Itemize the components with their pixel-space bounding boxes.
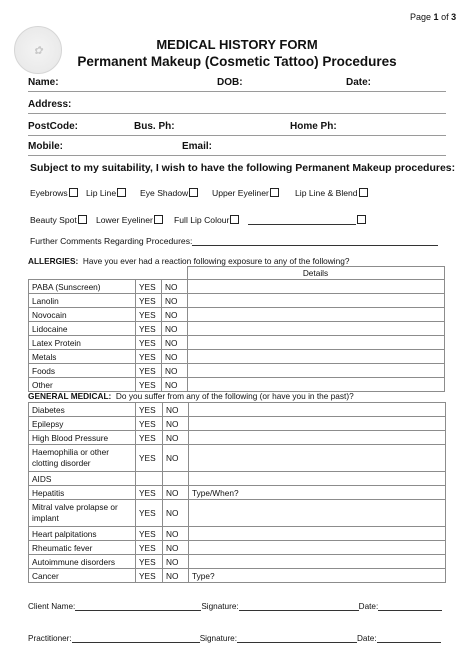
details-header: Details [187, 267, 444, 280]
general-medical-heading: GENERAL MEDICAL: [28, 391, 112, 401]
dob-label: DOB: [217, 77, 243, 88]
table-row: Epilepsy YES NO [29, 417, 446, 431]
no-option[interactable]: NO [162, 336, 188, 350]
yes-option[interactable]: YES [136, 403, 163, 417]
name-label: Name: [28, 77, 59, 88]
yes-option[interactable]: YES [136, 308, 162, 322]
no-option[interactable]: NO [162, 280, 188, 294]
signature-label: Signature: [201, 602, 239, 611]
procedure-lower-eyeliner[interactable]: Lower Eyeliner [96, 215, 163, 225]
comments-row[interactable] [30, 236, 438, 246]
procedure-upper-eyeliner[interactable]: Upper Eyeliner [212, 188, 279, 198]
table-row: Hepatitis YES NO Type/When? [29, 486, 446, 500]
home-phone-label: Home Ph: [290, 121, 337, 132]
date-label: Date: [357, 634, 377, 643]
table-row: Rheumatic fever YES NO [29, 541, 446, 555]
yes-option[interactable]: YES [136, 378, 162, 392]
yes-option[interactable]: YES [136, 541, 163, 555]
general-medical-question: Do you suffer from any of the following (or have you in the past)? [115, 391, 354, 401]
practitioner-name-line[interactable] [72, 633, 200, 643]
no-option[interactable]: NO [163, 527, 189, 541]
no-option[interactable]: NO [162, 308, 188, 322]
yes-option[interactable]: YES [136, 486, 163, 500]
no-option[interactable]: NO [162, 364, 188, 378]
no-option[interactable]: NO [163, 500, 189, 527]
postcode-label: PostCode: [28, 121, 78, 132]
checkbox[interactable] [189, 188, 198, 197]
yes-option[interactable]: YES [136, 322, 162, 336]
no-option[interactable] [163, 472, 189, 486]
procedure-eye-shadow[interactable]: Eye Shadow [140, 188, 198, 198]
yes-option[interactable]: YES [136, 431, 163, 445]
email-label: Email: [182, 141, 213, 152]
no-option[interactable]: NO [162, 322, 188, 336]
general-medical-table [28, 402, 446, 583]
details-cell[interactable] [189, 431, 446, 445]
name-row[interactable] [28, 71, 446, 92]
table-row: Foods YES NO [29, 364, 445, 378]
allergies-question: Have you ever had a reaction following exposure to any of the following? [82, 256, 350, 266]
table-row: Other YES NO [29, 378, 445, 392]
general-medical-heading-row [28, 391, 354, 401]
table-row: Lanolin YES NO [29, 294, 445, 308]
no-option[interactable]: NO [162, 378, 188, 392]
details-cell[interactable] [187, 322, 444, 336]
no-option[interactable]: NO [163, 431, 189, 445]
table-header-row [29, 267, 445, 280]
studio-logo: ✿ [14, 26, 62, 74]
practitioner-label: Practitioner: [28, 634, 72, 643]
other-procedure-line[interactable] [248, 215, 356, 225]
details-cell[interactable] [189, 541, 446, 555]
details-cell[interactable] [189, 555, 446, 569]
yes-option[interactable]: YES [136, 336, 162, 350]
details-cell[interactable] [189, 472, 446, 486]
address-row[interactable] [28, 93, 446, 114]
yes-option[interactable]: YES [136, 527, 163, 541]
checkbox[interactable] [359, 188, 368, 197]
yes-option[interactable]: YES [136, 364, 162, 378]
client-name-label: Client Name: [28, 602, 76, 611]
date-label: Date: [358, 602, 379, 611]
procedure-beauty-spot[interactable]: Beauty Spot [30, 215, 87, 225]
procedure-full-lip-colour[interactable]: Full Lip Colour [174, 215, 239, 225]
details-cell[interactable] [189, 417, 446, 431]
checkbox[interactable] [69, 188, 78, 197]
table-row: Latex Protein YES NO [29, 336, 445, 350]
comments-label: Further Comments Regarding Procedures: [30, 236, 193, 246]
allergies-heading-row [28, 256, 349, 266]
no-option[interactable]: NO [163, 555, 189, 569]
details-cell[interactable] [189, 445, 446, 472]
yes-option[interactable]: YES [136, 417, 163, 431]
client-signature-line[interactable] [239, 601, 359, 611]
details-cell[interactable]: Type? [189, 569, 446, 583]
details-cell[interactable] [187, 350, 444, 364]
no-option[interactable]: NO [163, 486, 189, 500]
allergies-heading: ALLERGIES: [28, 256, 79, 266]
practitioner-signature-row[interactable] [28, 633, 441, 643]
postcode-row[interactable] [28, 115, 446, 136]
yes-option[interactable]: YES [136, 445, 163, 472]
client-date-line[interactable] [378, 601, 442, 611]
checkbox[interactable] [357, 215, 366, 224]
client-signature-row[interactable] [28, 601, 442, 611]
table-row: Heart palpitations YES NO [29, 527, 446, 541]
form-subtitle: Permanent Makeup (Cosmetic Tattoo) Procedures [77, 54, 397, 69]
no-option[interactable]: NO [163, 541, 189, 555]
details-cell[interactable] [187, 280, 444, 294]
no-option[interactable]: NO [162, 294, 188, 308]
yes-option[interactable]: YES [136, 555, 163, 569]
details-cell[interactable] [187, 294, 444, 308]
mobile-row[interactable] [28, 135, 446, 156]
procedure-lip-line-blend[interactable]: Lip Line & Blend [295, 188, 368, 198]
table-row: Cancer YES NO Type? [29, 569, 446, 583]
practitioner-date-line[interactable] [377, 633, 441, 643]
table-row: Autoimmune disorders YES NO [29, 555, 446, 569]
table-row: Metals YES NO [29, 350, 445, 364]
procedure-other[interactable] [248, 215, 366, 225]
yes-option[interactable]: YES [136, 280, 162, 294]
table-row: Lidocaine YES NO [29, 322, 445, 336]
table-row: Diabetes YES NO [29, 403, 446, 417]
details-cell[interactable] [187, 378, 444, 392]
details-cell[interactable] [187, 364, 444, 378]
table-row: AIDS [29, 472, 446, 486]
no-option[interactable]: NO [163, 403, 189, 417]
table-row: Novocain YES NO [29, 308, 445, 322]
address-label: Address: [28, 99, 72, 110]
no-option[interactable]: NO [162, 350, 188, 364]
checkbox[interactable] [154, 215, 163, 224]
yes-option[interactable]: YES [136, 294, 162, 308]
procedure-eyebrows[interactable]: Eyebrows [30, 188, 78, 198]
client-name-line[interactable] [75, 601, 201, 611]
procedure-lip-line[interactable]: Lip Line [86, 188, 126, 198]
yes-option[interactable]: YES [136, 500, 163, 527]
date-label: Date: [346, 77, 372, 88]
details-cell[interactable] [189, 527, 446, 541]
details-cell[interactable] [187, 308, 444, 322]
checkbox[interactable] [78, 215, 87, 224]
bus-phone-label: Bus. Ph: [134, 121, 175, 132]
form-title: MEDICAL HISTORY FORM [156, 37, 318, 52]
yes-option[interactable] [136, 472, 163, 486]
yes-option[interactable]: YES [136, 350, 162, 364]
checkbox[interactable] [230, 215, 239, 224]
allergies-table [28, 266, 445, 392]
yes-option[interactable]: YES [136, 569, 163, 583]
details-cell[interactable] [187, 336, 444, 350]
procedures-intro: Subject to my suitability, I wish to have the following Permanent Makeup procedures: [30, 162, 456, 174]
checkbox[interactable] [117, 188, 126, 197]
page-number: Page 1 of 3 [410, 12, 457, 22]
table-row: Mitral valve prolapse or implant YES NO [29, 500, 446, 527]
details-cell[interactable] [189, 500, 446, 527]
no-option[interactable]: NO [163, 445, 189, 472]
table-row: PABA (Sunscreen) YES NO [29, 280, 445, 294]
mobile-label: Mobile: [28, 141, 63, 152]
table-row: Haemophilia or other clotting disorder YES NO [29, 445, 446, 472]
signature-label: Signature: [199, 634, 238, 643]
details-cell[interactable]: Type/When? [189, 486, 446, 500]
no-option[interactable]: NO [163, 569, 189, 583]
checkbox[interactable] [270, 188, 279, 197]
practitioner-signature-line[interactable] [237, 633, 357, 643]
table-row: High Blood Pressure YES NO [29, 431, 446, 445]
details-cell[interactable] [189, 403, 446, 417]
no-option[interactable]: NO [163, 417, 189, 431]
comments-line[interactable] [192, 236, 438, 246]
